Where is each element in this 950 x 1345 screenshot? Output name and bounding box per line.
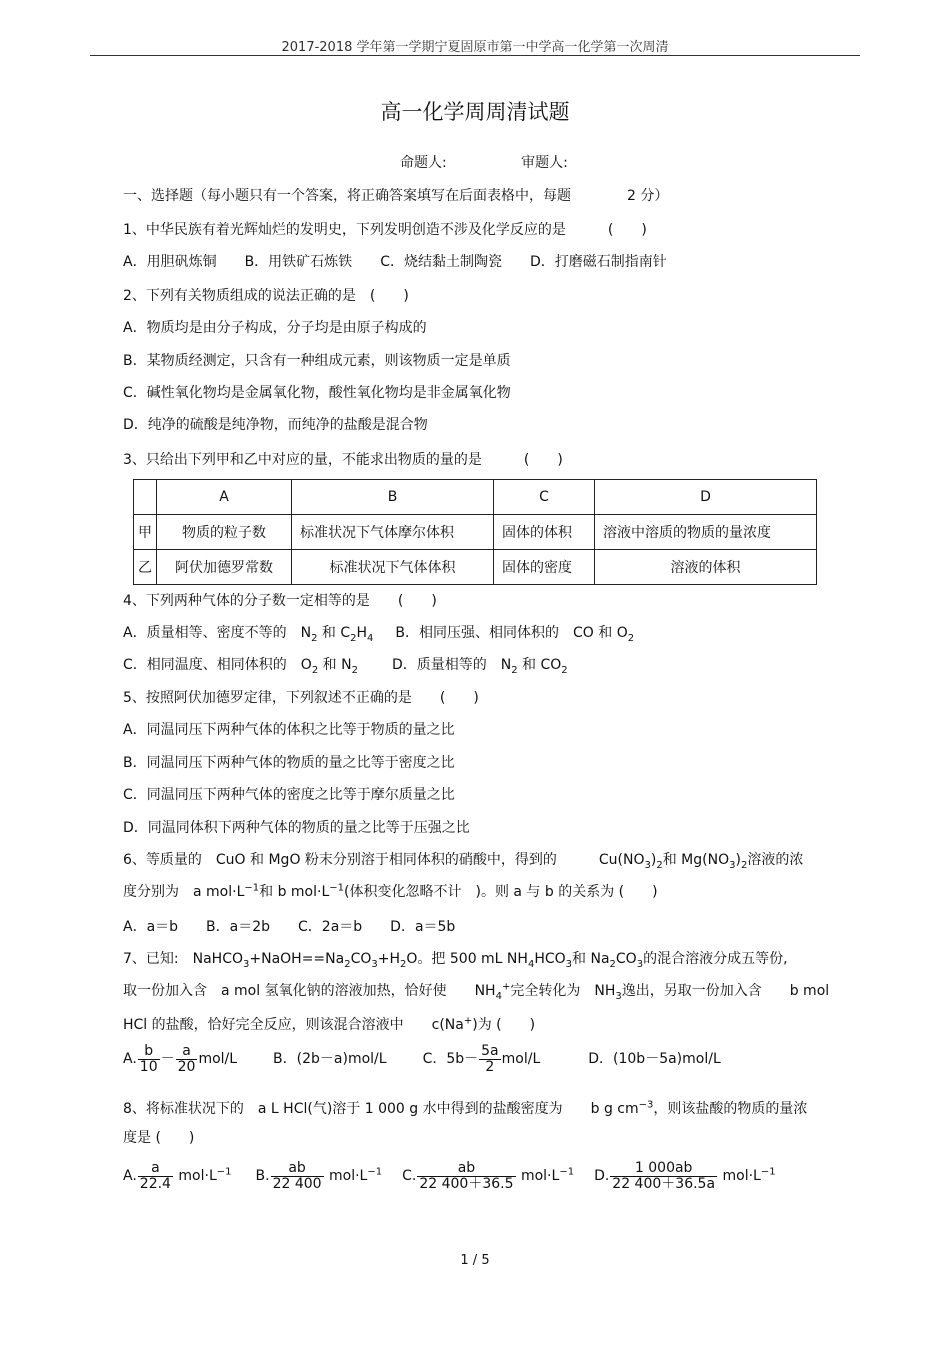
q4-stem: 4、下列两种气体的分子数一定相等的是 ( ) <box>123 593 437 609</box>
text: ，则该盐酸的物质的量浓 <box>653 1101 808 1117</box>
unit: mol·L <box>173 1168 217 1185</box>
option-letter: C. <box>402 1168 417 1185</box>
superscript: + <box>501 981 511 993</box>
fraction <box>271 1161 324 1191</box>
text: (体积变化忽略不计 )。则 a 与 b 的关系为 ( ) <box>344 884 658 900</box>
table-cell: 物质的粒子数 <box>157 515 292 550</box>
q7-stem-line1 <box>123 948 788 970</box>
text: 度分别为 a mol·L <box>123 884 245 900</box>
text: 和 Na <box>572 951 610 967</box>
q5-option-b: B．同温同压下两种气体的物质的量之比等于密度之比 <box>123 755 455 771</box>
q4-option-d <box>391 657 568 676</box>
denominator: 22 400＋36.5a <box>612 1175 716 1192</box>
unit: mol/L <box>198 1051 238 1068</box>
q4-option-b <box>395 625 635 644</box>
q7-option-b: B．(2b－a)mol/L <box>273 1051 387 1068</box>
unit: mol/L <box>501 1051 541 1068</box>
text: 逸出，另取一份加入含 b mol <box>621 983 830 999</box>
operator: － <box>160 1051 175 1068</box>
q6-options: A．a＝b B．a＝2b C．2a＝b D．a＝5b <box>123 919 456 935</box>
subscript: 2 <box>609 958 616 970</box>
option-letter: A. <box>123 1168 137 1185</box>
q7-option-d: D．(10b－5a)mol/L <box>588 1051 721 1068</box>
formula-part: H <box>356 625 368 641</box>
connector: 和 <box>517 657 541 673</box>
subscript: 4 <box>527 958 535 970</box>
subscript: 2 <box>740 859 748 871</box>
fraction <box>176 1044 198 1074</box>
numerator: ab <box>417 1161 515 1177</box>
q7-option-a <box>123 1043 238 1075</box>
q1-options <box>123 251 667 271</box>
subscript: 3 <box>615 990 622 1002</box>
fraction <box>417 1161 515 1191</box>
subscript: 3 <box>729 859 736 871</box>
option-text: C．5b－ <box>422 1051 479 1068</box>
q1-option-b: B．用铁矿石炼铁 <box>244 254 353 270</box>
q2-option-b: B．某物质经测定，只含有一种组成元素，则该物质一定是单质 <box>123 353 511 369</box>
table-header-cell: C <box>494 480 595 515</box>
q8-option-d <box>594 1160 776 1192</box>
q2-stem: 2、下列有关物质组成的说法正确的是 ( ) <box>123 288 409 304</box>
numerator: b <box>138 1044 160 1060</box>
section-heading: 一、选择题（每小题只有一个答案，将正确答案填写在后面表格中，每题 2 分） <box>123 188 669 204</box>
subscript: 3 <box>644 859 651 871</box>
text: CO <box>615 951 637 967</box>
table-header-row <box>134 480 817 515</box>
superscript: −1 <box>367 1166 383 1178</box>
q3-table <box>133 479 817 585</box>
denominator: 2 <box>485 1058 495 1075</box>
text: +NaOH==Na <box>249 951 345 967</box>
q4-option-a-text: A．质量相等、密度不等的 <box>123 625 287 641</box>
text: 取一份加入含 a mol 氢氧化钠的溶液加热，恰好使 NH <box>123 983 496 999</box>
table-cell: 固体的密度 <box>494 550 595 585</box>
table-cell: 标准状况下气体体积 <box>292 550 494 585</box>
q2-option-a: A．物质均是由分子构成，分子均是由原子构成的 <box>123 320 427 336</box>
subscript: 2 <box>311 632 318 644</box>
subscript: 4 <box>367 632 374 644</box>
numerator: 1 000ab <box>610 1161 717 1177</box>
numerator: 5a <box>481 1043 499 1059</box>
subscript: 3 <box>371 958 378 970</box>
subscript: 3 <box>565 958 573 970</box>
formula-part: O <box>300 657 312 673</box>
formula-part: C <box>340 625 351 641</box>
q1-option-d: D．打磨磁石制指南针 <box>529 254 667 270</box>
formula-part: CO <box>540 657 562 673</box>
subscript: 2 <box>656 859 663 871</box>
text: HCl 的盐酸，恰好完全反应，则该混合溶液中 c(Na <box>123 1017 464 1033</box>
q4-option-b-text: B．相同压强、相同体积的 <box>395 625 560 641</box>
text: 和 Mg(NO <box>662 852 730 868</box>
table-header-cell: B <box>292 480 494 515</box>
superscript: −1 <box>216 1166 232 1178</box>
text: 和 b mol·L <box>259 884 330 900</box>
numerator: a <box>176 1044 198 1060</box>
q2-option-c: C．碱性氧化物均是金属氧化物，酸性氧化物均是非金属氧化物 <box>123 385 511 401</box>
option-letter: A. <box>123 1051 137 1068</box>
formula-part: N <box>500 657 512 673</box>
q5-stem: 5、按照阿伏加德罗定律，下列叙述不正确的是 ( ) <box>123 690 479 706</box>
fraction <box>479 1044 501 1074</box>
q4-option-d-text: D．质量相等的 <box>391 657 487 673</box>
denominator: 22 400＋36.5 <box>419 1175 514 1192</box>
q8-stem-line1 <box>123 1098 807 1118</box>
table-row <box>134 550 817 585</box>
superscript: −1 <box>329 882 345 894</box>
q7-stem-line3 <box>123 1014 535 1034</box>
table-cell: 溶液的体积 <box>595 550 817 585</box>
fraction <box>138 1161 173 1191</box>
text: 8、将标准状况下的 a L HCl(气)溶于 1 000 g 水中得到的盐酸密度为 b g cm <box>123 1101 639 1117</box>
connector: 和 <box>317 625 341 641</box>
superscript: −1 <box>760 1166 776 1178</box>
table-cell: 标准状况下气体摩尔体积 <box>292 515 494 550</box>
text: 7、已知: NaHCO <box>123 951 243 967</box>
subscript: 2 <box>400 958 407 970</box>
q7-stem-line2 <box>123 980 829 1002</box>
q4-options-ab <box>123 622 634 644</box>
subscript: 4 <box>495 990 502 1002</box>
q4-option-a <box>123 625 374 644</box>
text: 6、等质量的 CuO 和 MgO 粉末分别溶于相同体积的硝酸中，得到的 Cu(NO <box>123 852 645 868</box>
numerator: a <box>138 1161 173 1177</box>
q6-stem-line1 <box>123 849 803 871</box>
table-corner-cell <box>134 480 157 515</box>
text: ) <box>735 852 741 868</box>
q5-option-d: D．同温同体积下两种气体的物质的量之比等于压强之比 <box>123 820 470 836</box>
fraction <box>138 1044 160 1074</box>
subscript: 2 <box>627 632 635 644</box>
subscript: 2 <box>561 664 568 676</box>
subscript: 2 <box>351 664 358 676</box>
running-header: 2017-2018 学年第一学期宁夏固原市第一中学高一化学第一次周清 <box>281 40 669 55</box>
table-cell: 固体的体积 <box>494 515 595 550</box>
denominator: 10 <box>139 1058 158 1075</box>
q8-option-a <box>123 1160 232 1192</box>
table-header-cell: A <box>157 480 292 515</box>
text: +H <box>377 951 401 967</box>
header-rule <box>90 55 860 56</box>
q4-option-c <box>123 657 358 676</box>
text: O。把 500 mL NH <box>406 951 528 967</box>
denominator: 20 <box>177 1058 196 1075</box>
subscript: 2 <box>350 632 357 644</box>
option-letter: D. <box>594 1168 610 1185</box>
authors <box>400 152 638 172</box>
q7-option-c <box>422 1043 541 1075</box>
text: ) <box>650 852 657 868</box>
q4-option-c-text: C．相同温度、相同体积的 <box>123 657 287 673</box>
denominator: 22.4 <box>139 1175 171 1192</box>
reviewer-label: 审题人: <box>521 155 568 171</box>
fraction <box>610 1161 717 1191</box>
page-number: 1 / 5 <box>460 1253 490 1268</box>
q4-options-cd <box>123 654 568 676</box>
formula-part: N <box>300 625 312 641</box>
unit: mol·L <box>718 1168 761 1185</box>
superscript: −1 <box>244 882 260 894</box>
page-title: 高一化学周周清试题 <box>380 100 570 124</box>
superscript: −1 <box>559 1166 575 1178</box>
row-label: 乙 <box>134 550 157 585</box>
unit: mol·L <box>516 1168 560 1185</box>
q5-option-a: A．同温同压下两种气体的体积之比等于物质的量之比 <box>123 722 455 738</box>
superscript: −3 <box>638 1099 654 1111</box>
q8-stem-line2: 度是 ( ) <box>123 1130 195 1146</box>
table-header-cell: D <box>595 480 817 515</box>
q3-stem: 3、只给出下列甲和乙中对应的量，不能求出物质的量的是 ( ) <box>123 452 563 468</box>
text: )为 ( ) <box>472 1017 536 1033</box>
setter-label: 命题人: <box>400 155 447 171</box>
denominator: 22 400 <box>272 1175 322 1192</box>
q8-option-c <box>402 1160 575 1192</box>
numerator: ab <box>271 1161 324 1177</box>
text: HCO <box>534 951 566 967</box>
text: CO <box>350 951 372 967</box>
q8-option-b <box>255 1160 383 1192</box>
q1-stem: 1、中华民族有着光辉灿烂的发明史，下列发明创造不涉及化学反应的是 ( ) <box>123 222 647 238</box>
subscript: 2 <box>311 664 319 676</box>
formula-part: CO 和 O <box>573 625 628 641</box>
subscript: 3 <box>636 958 644 970</box>
q5-option-c: C．同温同压下两种气体的密度之比等于摩尔质量之比 <box>123 787 455 803</box>
q7-options <box>123 1044 721 1074</box>
text: 完全转化为 NH <box>510 983 616 999</box>
q6-stem-line2 <box>123 881 658 901</box>
connector: 和 <box>318 657 342 673</box>
q2-option-d: D．纯净的硫酸是纯净物，而纯净的盐酸是混合物 <box>123 417 428 433</box>
table-cell: 阿伏加德罗常数 <box>157 550 292 585</box>
subscript: 2 <box>511 664 518 676</box>
subscript: 3 <box>243 958 250 970</box>
option-letter: B. <box>255 1168 270 1185</box>
unit: mol·L <box>324 1168 368 1185</box>
table-cell: 溶液中溶质的物质的量浓度 <box>595 515 817 550</box>
formula-part: N <box>341 657 352 673</box>
text: 的混合溶液分成五等份, <box>643 951 788 967</box>
q8-options <box>123 1161 776 1191</box>
subscript: 2 <box>344 958 351 970</box>
table-row <box>134 515 817 550</box>
row-label: 甲 <box>134 515 157 550</box>
text: 溶液的浓 <box>747 852 804 868</box>
q1-option-a: A．用胆矾炼铜 <box>123 254 217 270</box>
q1-option-c: C．烧结黏土制陶瓷 <box>380 254 502 270</box>
superscript: + <box>463 1015 473 1027</box>
